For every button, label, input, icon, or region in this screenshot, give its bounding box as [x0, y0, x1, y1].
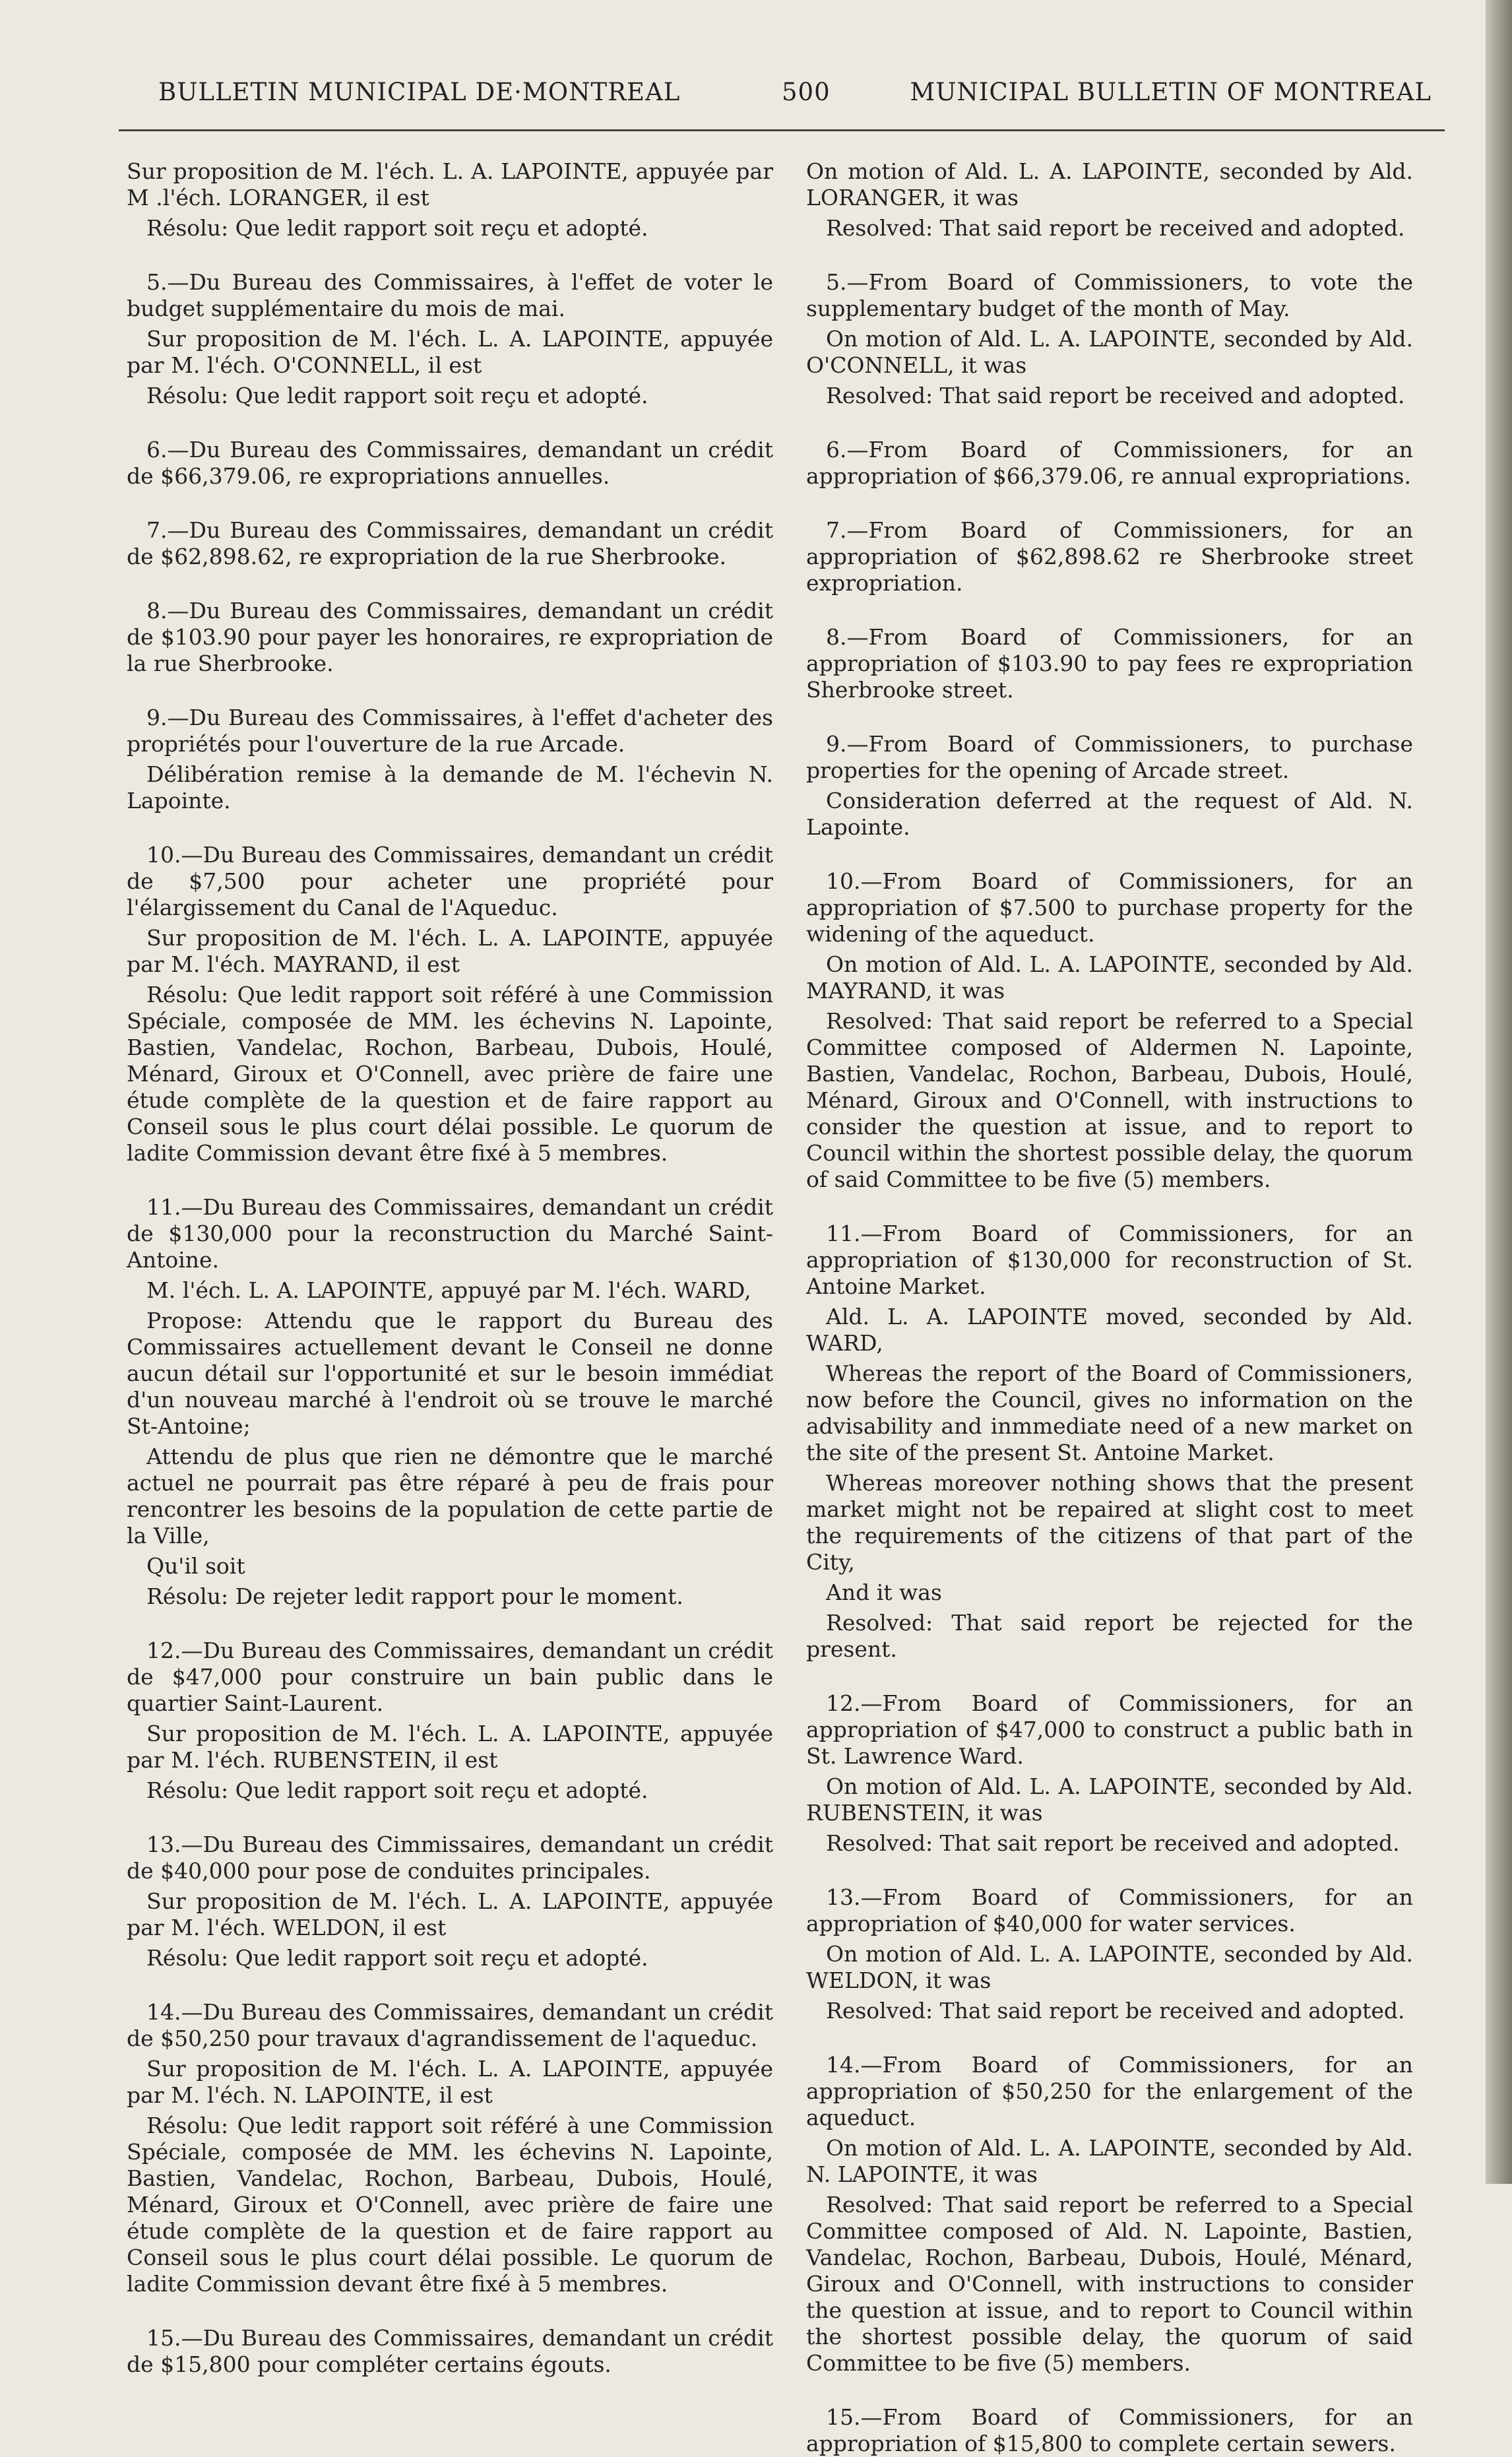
french-entry [127, 517, 773, 570]
french-paragraph: 6.—Du Bureau des Commissaires, demandant un crédit de $66,379.06, re expropriations annuelles. [127, 437, 773, 489]
english-entry [806, 269, 1413, 409]
french-paragraph: Sur proposition de M. l'éch. L. A. LAPOINTE, appuyée par M. l'éch. WELDON, il est [127, 1888, 773, 1940]
english-paragraph: 7.—From Board of Commissioners, for an appropriation of $62,898.62 re Sherbrooke street expropriation. [806, 517, 1413, 596]
english-paragraph: Whereas the report of the Board of Commissioners, now before the Council, gives no information on the advisability and inmmediate need of a new market on the site of the present St. Antoine Market. [806, 1360, 1413, 1465]
english-paragraph: On motion of Ald. L. A. LAPOINTE, seconded by Ald. O'CONNELL, it was [806, 326, 1413, 378]
french-paragraph: Sur proposition de M. l'éch. L. A. LAPOINTE, appuyée par M. l'éch. O'CONNELL, il est [127, 326, 773, 378]
french-paragraph: 9.—Du Bureau des Commissaires, à l'effet d'acheter des propriétés pour l'ouverture de la rue Arcade. [127, 705, 773, 757]
french-paragraph: 11.—Du Bureau des Commissaires, demandant un crédit de $130,000 pour la reconstruction du Marché Saint-Antoine. [127, 1194, 773, 1273]
english-paragraph: Resolved: That said report be received and adopted. [826, 215, 1405, 241]
english-paragraph: Whereas moreover nothing shows that the present market might not be repaired at slight cost to meet the requirements of the citizens of that part of the City, [806, 1470, 1413, 1575]
english-paragraph: 12.—From Board of Commissioners, for an appropriation of $47,000 to construct a public bath in St. Lawrence Ward. [806, 1690, 1413, 1769]
english-paragraph: Resolved: That said report be referred to a Special Committee composed of Aldermen N. Lapointe, Bastien, Vandelac, Rochon, Barbeau, Dubois, Houlé, Ménard, Giroux and O'Connell, with instructions to consider the question at issue, and to report to Council within the shortest possible delay, the quorum of said Committee to be five (5) members. [806, 1008, 1413, 1192]
french-paragraph: Sur proposition de M. l'éch. L. A. LAPOINTE, appuyée par M. l'éch. MAYRAND, il est [127, 925, 773, 977]
header-french-title: BULLETIN MUNICIPAL DE·MONTREAL [158, 78, 681, 106]
french-paragraph: Sur proposition de M. l'éch. L. A. LAPOINTE, appuyée par M .l'éch. LORANGER, il est [127, 158, 773, 210]
french-paragraph: M. l'éch. L. A. LAPOINTE, appuyé par M. l'éch. WARD, [146, 1277, 751, 1303]
english-paragraph: Ald. L. A. LAPOINTE moved, seconded by Ald. WARD, [806, 1304, 1413, 1356]
english-column [806, 158, 1413, 2456]
english-paragraph: On motion of Ald. L. A. LAPOINTE, seconded by Ald. WELDON, it was [806, 1941, 1413, 1993]
english-paragraph: 11.—From Board of Commissioners, for an appropriation of $130,000 for reconstruction of St. Antoine Market. [806, 1221, 1413, 1299]
french-paragraph: 14.—Du Bureau des Commissaires, demandant un crédit de $50,250 pour travaux d'agrandissement de l'aqueduc. [127, 1999, 773, 2051]
french-paragraph: Résolu: Que ledit rapport soit reçu et adopté. [146, 383, 648, 408]
english-paragraph: On motion of Ald. L. A. LAPOINTE, seconded by Ald. MAYRAND, it was [806, 951, 1413, 1004]
french-entry [127, 158, 773, 241]
french-paragraph: Résolu: Que ledit rapport soit référé à une Commission Spéciale, composée de MM. les échevins N. Lapointe, Bastien, Vandelac, Rochon, Barbeau, Dubois, Houlé, Ménard, Giroux et O'Connell, avec prière de faire une étude complète de la question et de faire rapport au Conseil sous le plus court délai possible. Le quorum de ladite Commission devant être fixé à 5 membres. [127, 2113, 773, 2297]
english-paragraph: On motion of Ald. L. A. LAPOINTE, seconded by Ald. RUBENSTEIN, it was [806, 1773, 1413, 1826]
french-paragraph: Sur proposition de M. l'éch. L. A. LAPOINTE, appuyée par M. l'éch. RUBENSTEIN, il est [127, 1721, 773, 1773]
french-entry [127, 705, 773, 814]
french-entry [127, 1638, 773, 1804]
english-paragraph: On motion of Ald. L. A. LAPOINTE, seconded by Ald. N. LAPOINTE, it was [806, 2135, 1413, 2187]
french-paragraph: Propose: Attendu que le rapport du Bureau des Commissaires actuellement devant le Conseil ne donne aucun détail sur l'opportunité et sur le besoin immédiat d'un nouveau marché à l'endroit où se trouve le marché St-Antoine; [127, 1308, 773, 1439]
english-paragraph: And it was [826, 1580, 942, 1605]
english-paragraph: 14.—From Board of Commissioners, for an appropriation of $50,250 for the enlargement of the aqueduct. [806, 2052, 1413, 2130]
french-entry [127, 269, 773, 409]
french-paragraph: Résolu: Que ledit rapport soit référé à une Commission Spéciale, composée de MM. les échevins N. Lapointe, Bastien, Vandelac, Rochon, Barbeau, Dubois, Houlé, Ménard, Giroux et O'Connell, avec prière de faire une étude complète de la question et de faire rapport au Conseil sous le plus court délai possible. Le quorum de ladite Commission devant être fixé à 5 membres. [127, 982, 773, 1166]
french-paragraph: 10.—Du Bureau des Commissaires, demandant un crédit de $7,500 pour acheter une propriété pour l'élargissement du Canal de l'Aqueduc. [127, 842, 773, 920]
binding-spine [1486, 0, 1512, 2184]
english-paragraph: Consideration deferred at the request of Ald. N. Lapointe. [806, 788, 1413, 840]
french-paragraph: Sur proposition de M. l'éch. L. A. LAPOINTE, appuyée par M. l'éch. N. LAPOINTE, il est [127, 2056, 773, 2108]
french-paragraph: Résolu: De rejeter ledit rapport pour le moment. [146, 1583, 683, 1609]
english-paragraph: 15.—From Board of Commissioners, for an appropriation of $15,800 to complete certain sewers. [806, 2404, 1413, 2456]
french-column [127, 158, 773, 2377]
english-paragraph: 6.—From Board of Commissioners, for an appropriation of $66,379.06, re annual expropriations. [806, 437, 1413, 489]
header-rule [119, 129, 1445, 131]
french-paragraph: Délibération remise à la demande de M. l'échevin N. Lapointe. [127, 761, 773, 814]
english-paragraph: On motion of Ald. L. A. LAPOINTE, seconded by Ald. LORANGER, it was [806, 158, 1413, 210]
french-paragraph: Résolu: Que ledit rapport soit reçu et adopté. [146, 215, 648, 241]
french-entry [127, 842, 773, 1166]
french-paragraph: 12.—Du Bureau des Commissaires, demandant un crédit de $47,000 pour construire un bain public dans le quartier Saint-Laurent. [127, 1638, 773, 1716]
english-paragraph: 10.—From Board of Commissioners, for an appropriation of $7.500 to purchase property for the widening of the aqueduct. [806, 868, 1413, 947]
french-paragraph: Résolu: Que ledit rapport soit reçu et adopté. [146, 1777, 648, 1803]
english-entry [806, 2052, 1413, 2377]
english-paragraph: Resolved: That said report be rejected for the present. [806, 1610, 1413, 1662]
french-paragraph: Attendu de plus que rien ne démontre que le marché actuel ne pourrait pas être réparé à peu de frais pour rencontrer les besoins de la population de cette partie de la Ville, [127, 1444, 773, 1548]
english-entry [806, 517, 1413, 596]
french-entry [127, 1999, 773, 2297]
english-paragraph: Resolved: That said report be received and adopted. [826, 383, 1405, 408]
english-paragraph: 13.—From Board of Commissioners, for an appropriation of $40,000 for water services. [806, 1884, 1413, 1936]
english-entry [806, 624, 1413, 703]
english-paragraph: Resolved: That sait report be received and adopted. [826, 1830, 1400, 1856]
english-entry [806, 1884, 1413, 2024]
french-paragraph: 15.—Du Bureau des Commissaires, demandant un crédit de $15,800 pour compléter certains égouts. [127, 2325, 773, 2377]
french-entry [127, 2325, 773, 2378]
english-paragraph: 5.—From Board of Commissioners, to vote the supplementary budget of the month of May. [806, 269, 1413, 321]
french-paragraph: Résolu: Que ledit rapport soit reçu et adopté. [146, 1945, 648, 1971]
english-entry [806, 2404, 1413, 2457]
page-number: 500 [782, 78, 831, 106]
french-entry [127, 1832, 773, 1971]
english-paragraph: Resolved: That said report be received and adopted. [826, 1998, 1405, 2024]
english-paragraph: Resolved: That said report be referred to a Special Committee composed of Ald. N. Lapointe, Bastien, Vandelac, Rochon, Barbeau, Dubois, Houlé, Ménard, Giroux and O'Connell, with instructions to consider the question at issue, and to report to Council within the shortest possible delay, the quorum of said Committee to be five (5) members. [806, 2192, 1413, 2376]
english-paragraph: 8.—From Board of Commissioners, for an appropriation of $103.90 to pay fees re expropriation Sherbrooke street. [806, 624, 1413, 703]
english-entry [806, 1690, 1413, 1857]
french-entry [127, 598, 773, 677]
french-entry [127, 437, 773, 490]
french-paragraph: 8.—Du Bureau des Commissaires, demandant un crédit de $103.90 pour payer les honoraires, re expropriation de la rue Sherbrooke. [127, 598, 773, 676]
french-paragraph: Qu'il soit [146, 1553, 245, 1579]
french-paragraph: 5.—Du Bureau des Commissaires, à l'effet de voter le budget supplémentaire du mois de mai. [127, 269, 773, 321]
english-entry [806, 868, 1413, 1193]
french-entry [127, 1194, 773, 1610]
french-paragraph: 13.—Du Bureau des Cimmissaires, demandant un crédit de $40,000 pour pose de conduites principales. [127, 1832, 773, 1884]
english-paragraph: 9.—From Board of Commissioners, to purchase properties for the opening of Arcade street. [806, 731, 1413, 783]
french-paragraph: 7.—Du Bureau des Commissaires, demandant un crédit de $62,898.62, re expropriation de la rue Sherbrooke. [127, 517, 773, 569]
english-entry [806, 1221, 1413, 1663]
header-english-title: MUNICIPAL BULLETIN OF MONTREAL [910, 78, 1432, 106]
english-entry [806, 158, 1413, 241]
english-entry [806, 437, 1413, 490]
page-header [119, 78, 1432, 117]
english-entry [806, 731, 1413, 841]
